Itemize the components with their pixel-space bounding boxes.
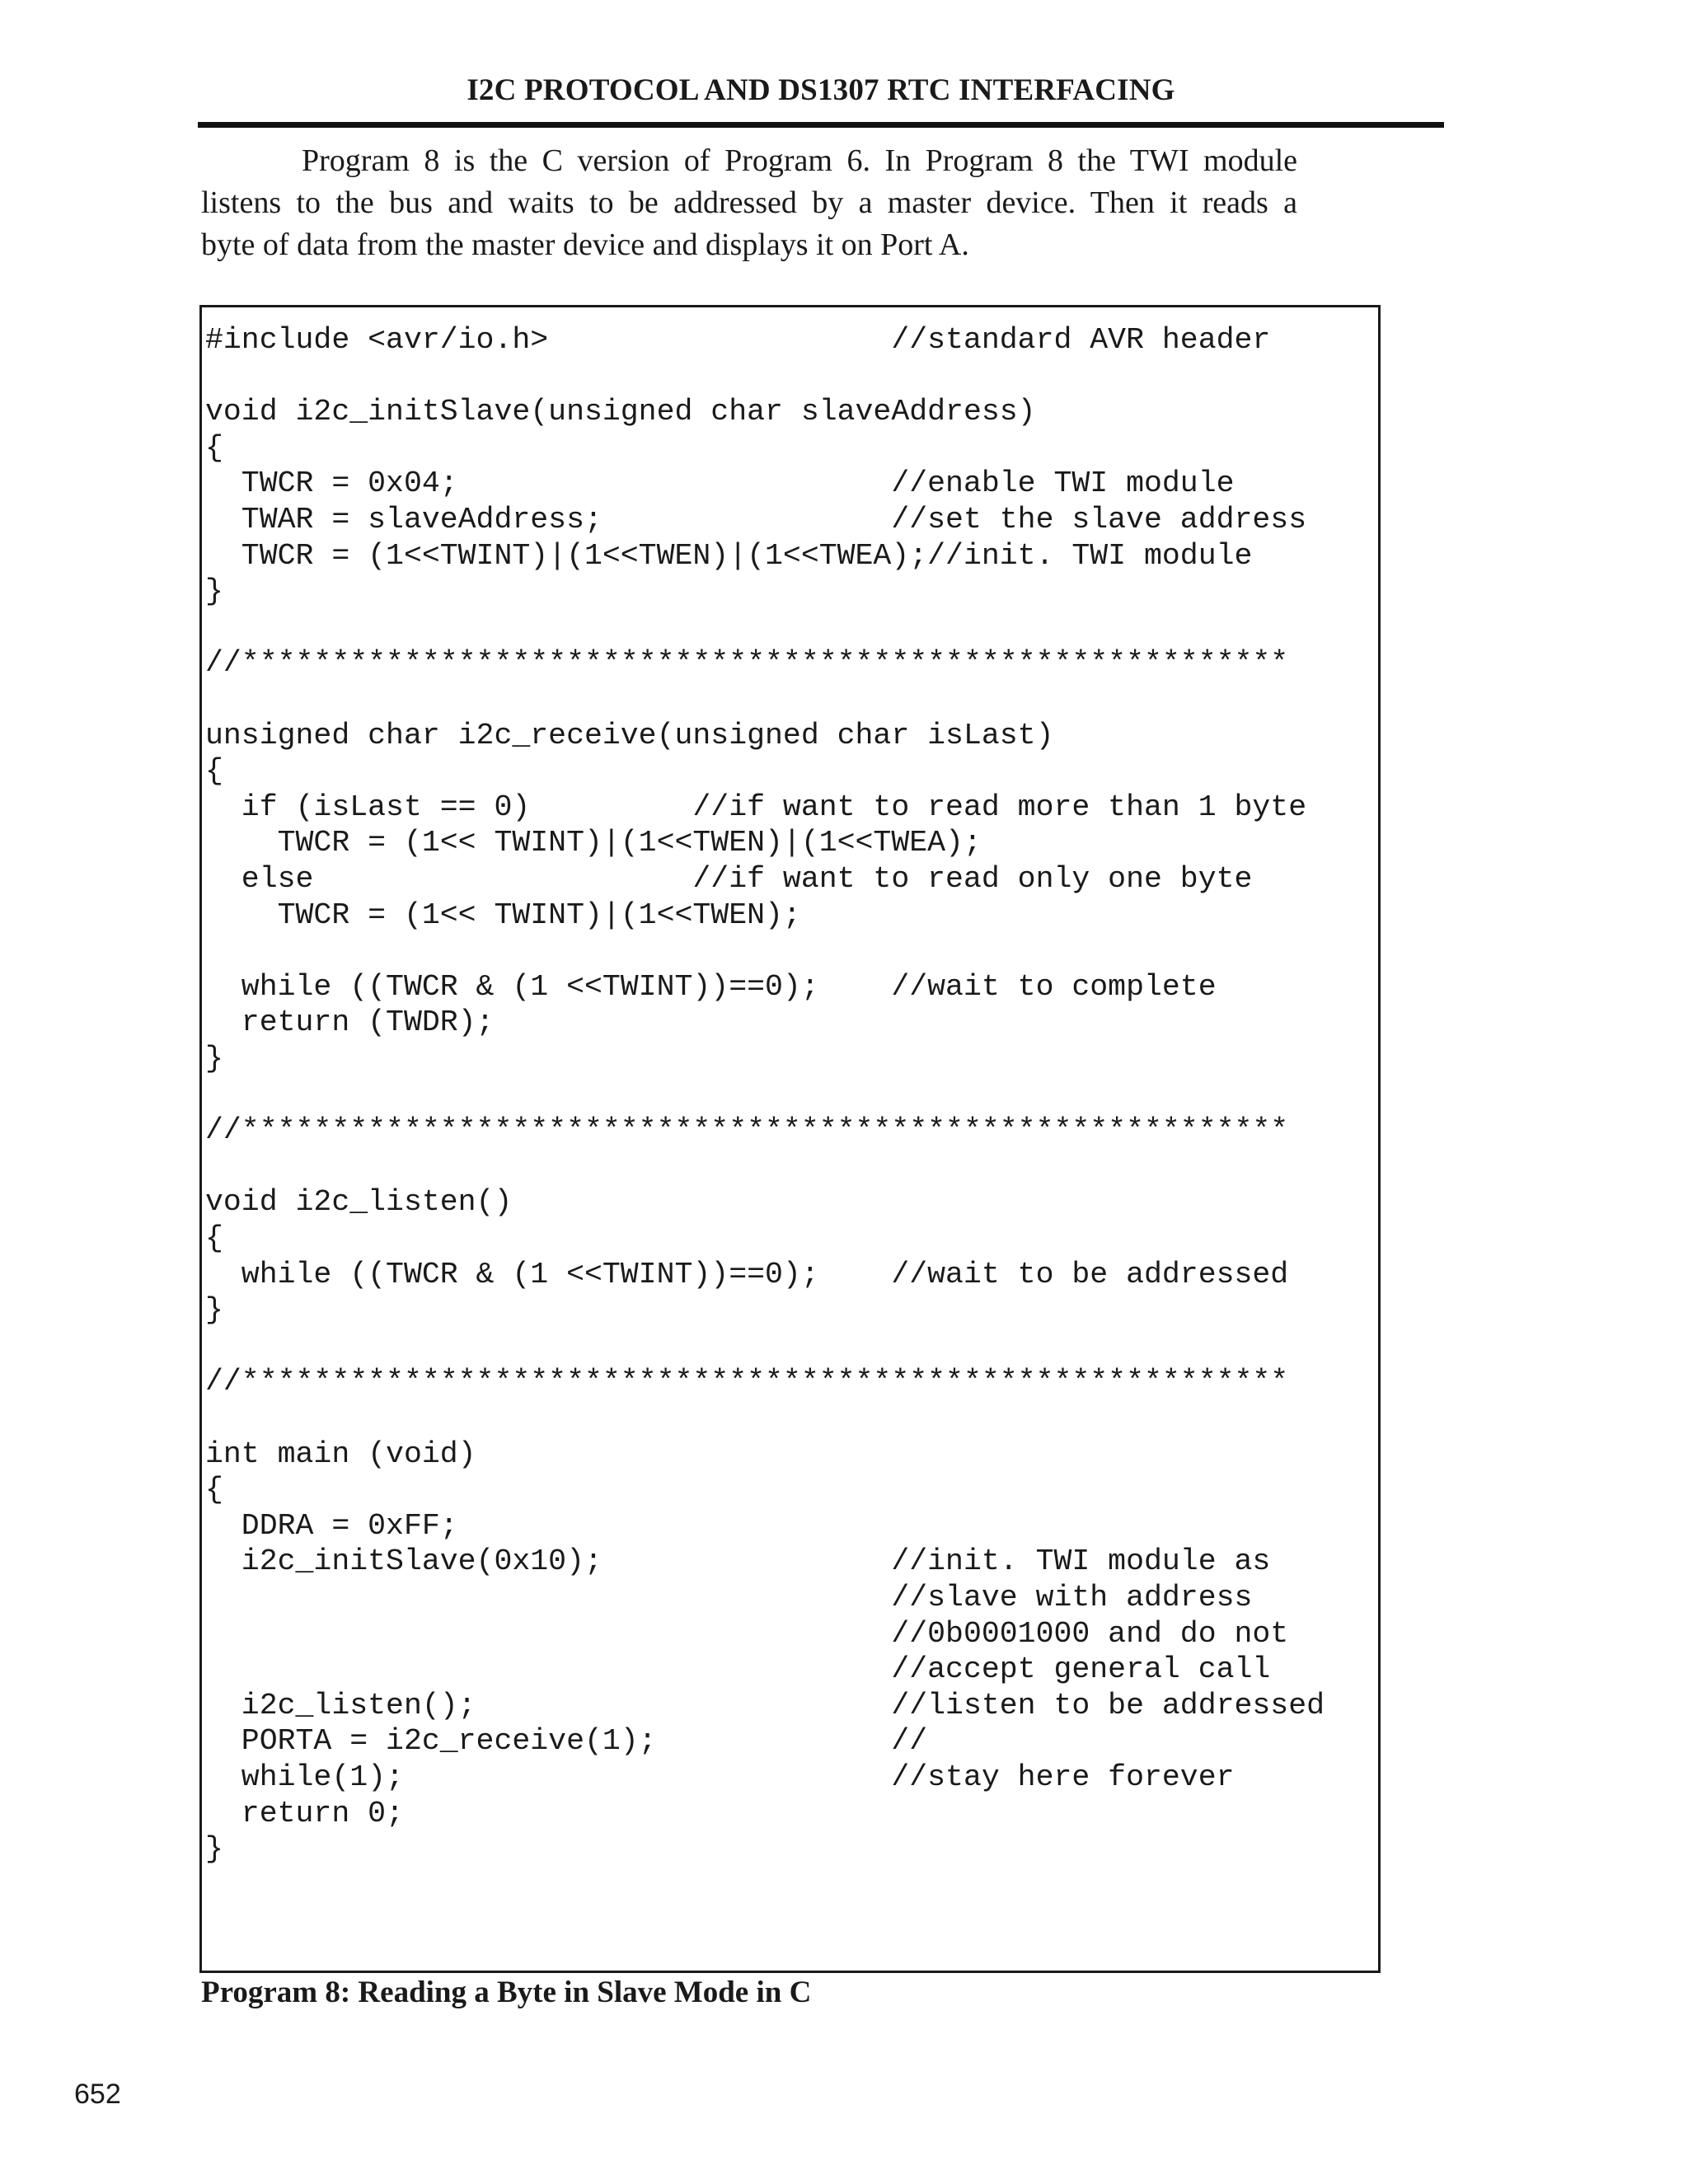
listing-caption: Program 8: Reading a Byte in Slave Mode in C: [201, 1975, 812, 2009]
intro-paragraph: [201, 140, 1297, 266]
code-line: i2c_listen(); //listen to be addressed: [205, 1688, 1325, 1722]
code-line: TWAR = slaveAddress; //set the slave address: [205, 503, 1307, 537]
code-line: #include <avr/io.h> //standard AVR header: [205, 323, 1271, 357]
code-line: i2c_initSlave(0x10); //init. TWI module as: [205, 1544, 1271, 1579]
code-line: //accept general call: [205, 1652, 1271, 1687]
code-line: TWCR = (1<< TWINT)|(1<<TWEN);: [205, 898, 801, 932]
code-listing-box: [199, 305, 1381, 1973]
code-line: else //if want to read only one byte: [205, 862, 1253, 896]
header-rule: [198, 122, 1444, 128]
page-number: 652: [74, 2079, 121, 2110]
code-line: }: [205, 1042, 223, 1076]
code-line: while(1); //stay here forever: [205, 1760, 1235, 1794]
code-line: }: [205, 1293, 223, 1328]
code-line: {: [205, 1221, 223, 1255]
code-line: return (TWDR);: [205, 1005, 495, 1040]
code-line: PORTA = i2c_receive(1); //: [205, 1724, 928, 1759]
code-line: //**********************************************************: [205, 1365, 1289, 1399]
page-header-title: I2C PROTOCOL AND DS1307 RTC INTERFACING: [467, 73, 1175, 107]
code-line: //0b0001000 and do not: [205, 1616, 1289, 1651]
code-line: {: [205, 1473, 223, 1507]
code-line: {: [205, 430, 223, 465]
code-line: }: [205, 574, 223, 609]
intro-line: listens to the bus and waits to be addressed by a master device. Then it reads a: [201, 185, 1297, 220]
code-line: //slave with address: [205, 1581, 1253, 1615]
code-line: void i2c_listen(): [205, 1185, 513, 1220]
code-line: }: [205, 1832, 223, 1867]
code-line: //**********************************************************: [205, 1113, 1289, 1148]
code-line: while ((TWCR & (1 <<TWINT))==0); //wait to be addressed: [205, 1257, 1289, 1291]
code-line: while ((TWCR & (1 <<TWINT))==0); //wait to complete: [205, 969, 1217, 1004]
code-line: return 0;: [205, 1796, 404, 1830]
code-line: //**********************************************************: [205, 646, 1289, 681]
code-line: void i2c_initSlave(unsigned char slaveAddress): [205, 395, 1036, 429]
code-line: DDRA = 0xFF;: [205, 1508, 458, 1543]
code-line: TWCR = 0x04; //enable TWI module: [205, 466, 1235, 501]
code-line: int main (void): [205, 1436, 476, 1471]
code-line: unsigned char i2c_receive(unsigned char isLast): [205, 718, 1054, 752]
code-line: TWCR = (1<<TWINT)|(1<<TWEN)|(1<<TWEA);//init. TWI module: [205, 538, 1253, 573]
code-line: if (isLast == 0) //if want to read more than 1 byte: [205, 790, 1307, 824]
intro-line: byte of data from the master device and displays it on Port A.: [201, 227, 969, 262]
code-line: TWCR = (1<< TWINT)|(1<<TWEN)|(1<<TWEA);: [205, 826, 982, 860]
intro-line: Program 8 is the C version of Program 6. In Program 8 the TWI module: [302, 143, 1297, 178]
code-line: {: [205, 754, 223, 789]
